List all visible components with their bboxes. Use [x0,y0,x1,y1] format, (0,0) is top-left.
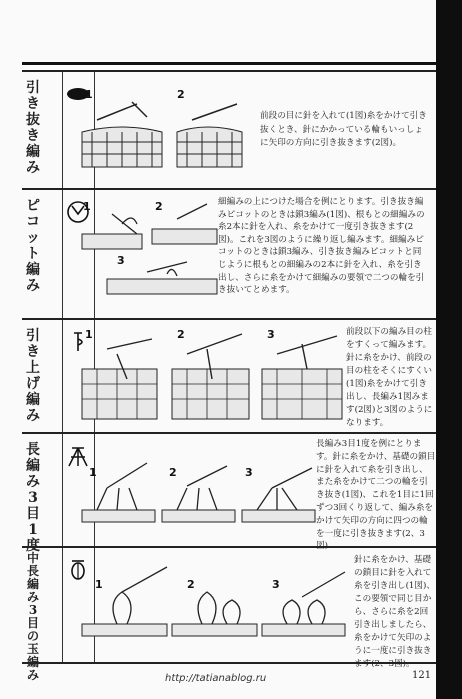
divider [62,190,63,318]
section-title: 引き上げ編み [26,328,40,424]
section-description: 前段の目に針を入れて(1図)糸をかけて引き抜くとき、針にかかっている輪もいっしょに矢印の方向に引き抜きます(2図)。 [260,111,427,148]
step-number: 1 [83,200,91,213]
section-raised-stitch [22,318,436,432]
step-number: 1 [85,328,93,341]
section-title: 引き抜き編み [26,80,40,176]
step-number: 2 [177,88,185,101]
step-number: 3 [117,254,125,267]
section-description: 長編み3目1度を例にとります。針に糸をかけ、基礎の鎖目に針を入れて糸を引き出し、また糸をかけて二つの輪を引き抜き(1図)、これを1目に1回ずつ3回くり返して、編み糸をかけて矢印の方向に四つの輪を一度に引き抜きます(2、3図) [316,439,436,552]
step-number: 3 [272,578,280,591]
step-number: 2 [177,328,185,341]
step-number: 3 [245,466,253,479]
step-number: 3 [267,328,275,341]
section-description: 前段以下の編み目の柱をすくって編みます。針に糸をかけ、前段の目の柱をそくにすくい(1図)糸をかけて引き出し、長編み1図みます(2図)と3図のようになります。 [346,327,433,428]
step-number: 1 [85,88,93,101]
puff-stitch-diagram [77,562,347,652]
section-title: ピコット編み [26,198,40,294]
step-number: 1 [89,466,97,479]
section-slip-stitch [22,70,436,188]
step-number: 2 [169,466,177,479]
section-description: 針に糸をかけ、基礎の鎖目に針を入れて糸を引き出し(1図)、この要領で同じ目から、さらに糸を2回引き出しましたら、糸をかけて矢印のように一度に引き抜きます(2、3図)。 [354,555,435,669]
raised-stitch-diagram [77,324,357,424]
picot-diagram [77,194,227,312]
divider [62,434,63,546]
footer-url[interactable]: http://tatianablog.ru [165,673,267,684]
divider [62,72,63,188]
page-edge-bar [436,0,462,699]
top-rule [22,62,436,65]
slip-stitch-diagram [77,82,247,172]
step-number: 2 [155,200,163,213]
section-description: 細編みの上につけた場合を例にとります。引き抜き編みピコットのときは鎖3編み(1図)、根もとの細編みの糸2本に針を入れ、糸をかけて一度引き抜きます(2図)。これを3図のように繰り返し編みます。細編みピコットのときは鎖3編み、引き抜き編みピコットと同じように根もとの細編みの2本に針を入れ、糸を引き出し、さらに糸をかけて細編みの要領で二つの輪を引き抜いてとめます。 [218,197,425,296]
section-picot [22,188,436,318]
section-dc3tog [22,432,436,554]
page-number: 121 [412,670,432,681]
divider [62,320,63,432]
divider [62,548,63,662]
step-number: 1 [95,578,103,591]
step-number: 2 [187,578,195,591]
dc3tog-diagram [77,448,317,538]
section-title: 中長編み3目の玉編み [26,551,39,682]
section-title: 長編み3目1度 [26,442,40,554]
